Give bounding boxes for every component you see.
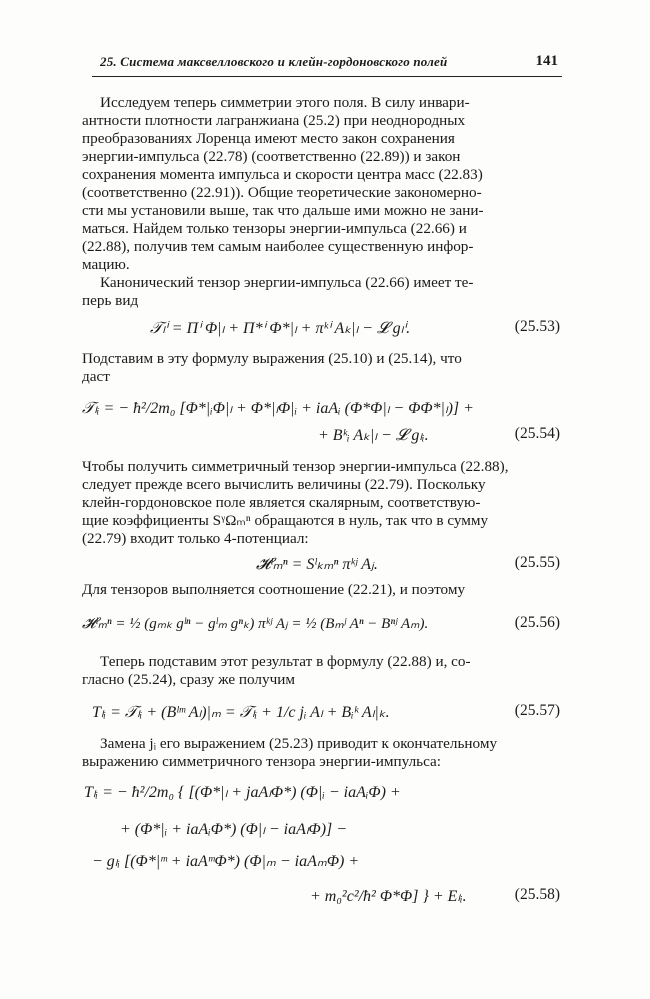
text-line: Чтобы получить симметричный тензор энергии-импульса (22.88),: [82, 458, 509, 475]
paragraph-symmetries: [82, 94, 560, 274]
equation-number: (25.55): [514, 554, 560, 571]
text-line: Для тензоров выполняется соотношение (22.21), и поэтому: [82, 581, 466, 598]
text-line: (22.88), получив тем самым наиболее существенную инфор-: [82, 238, 474, 255]
text-line: (22.79) входит только 4-потенциал:: [82, 530, 309, 547]
section-title: 25. Система максвелловского и клейн-гордоновского полей: [100, 54, 448, 69]
page-number: 141: [535, 53, 558, 69]
equation-number: (25.58): [514, 886, 560, 903]
text-line: клейн-гордоновское поле является скалярным, соответствую-: [82, 494, 481, 511]
text-line: (соответственно (22.91)). Общие теоретические закономерно-: [82, 184, 482, 201]
equation-number: (25.57): [514, 702, 560, 719]
text-line: Канонический тензор энергии-импульса (22.66) имеет те-: [100, 274, 474, 291]
equation-25-57: Tₗᵢ = 𝒯ₗᵢ + (Bˡᵐ Aₗ)|ₘ = 𝒯ₗᵢ + 1/c jᵢ Aₗ + Bᵢᵏ Aₗ|ₖ.: [92, 704, 390, 721]
equation-25-58-line2: + (Φ*|ᵢ + iaAᵢΦ*) (Φ|ₗ − iaAₗΦ)] −: [120, 821, 348, 838]
text-line: Подставим в эту формулу выражения (25.10) и (25.14), что: [82, 350, 462, 367]
equation-25-54-line1: 𝒯ₗᵢ = − ħ²/2m₀ [Φ*|ᵢΦ|ₗ + Φ*|ₗΦ|ᵢ + iaAᵢ (Φ*Φ|ₗ − ΦΦ*|ₗ)] +: [82, 400, 474, 417]
text-line: Замена jᵢ его выражением (25.23) приводит к окончательному: [100, 735, 498, 752]
equation-25-58-line3: − gₗᵢ [(Φ*|ᵐ + iaAᵐΦ*) (Φ|ₘ − iaAₘΦ) +: [92, 853, 360, 870]
text-line: следует прежде всего вычислить величины (22.79). Поскольку: [82, 476, 486, 493]
text-line: энергии-импульса (22.78) (соответственно (22.89)) и закон: [82, 148, 461, 165]
text-line: выражению симметричного тензора энергии-импульса:: [82, 753, 441, 770]
paragraph-relation: [82, 581, 560, 599]
text-line: даст: [82, 368, 110, 385]
equation-25-56: 𝓗ˡₘⁿ = ½ (gₘₖ gˡⁿ − gˡₘ gⁿₖ) πᵏʲ Aⱼ = ½ (Bₘʲ Aⁿ − Bⁿʲ Aₘ).: [82, 616, 429, 632]
equation-25-58-line4: + m₀²c²/ħ² Φ*Φ] } + Eₗᵢ.: [310, 888, 467, 905]
text-line: преобразованиях Лоренца имеют место закон сохранения: [82, 130, 455, 147]
text-line: щие коэффициенты SᵞΩₘⁿ обращаются в нуль, так что в сумму: [82, 512, 489, 529]
equation-number: (25.53): [514, 318, 560, 335]
paragraph-symmetric-tensor: [82, 458, 560, 548]
paragraph-canonical-tensor: [82, 274, 560, 310]
text-line: сохранения момента импульса и скорости центра масс (22.83): [82, 166, 483, 183]
text-line: перь вид: [82, 292, 139, 309]
equation-25-58-line1: Tₗᵢ = − ħ²/2m₀ { [(Φ*|ₗ + jaAₗΦ*) (Φ|ᵢ − iaAᵢΦ) +: [84, 784, 401, 801]
paragraph-substitute-result: [82, 653, 560, 689]
text-line: мацию.: [82, 256, 130, 273]
running-header: [92, 52, 562, 77]
text-line: антности плотности лагранжиана (25.2) при неоднородных: [82, 112, 466, 129]
paragraph-final-expression: [82, 735, 560, 771]
text-line: Теперь подставим этот результат в формулу (22.88) и, со-: [100, 653, 471, 670]
text-line: маться. Найдем только тензоры энергии-импульса (22.66) и: [82, 220, 467, 237]
equation-number: (25.56): [514, 614, 560, 631]
equation-number: (25.54): [514, 425, 560, 442]
text-line: Исследуем теперь симметрии этого поля. В силу инвари-: [100, 94, 470, 111]
text-line: гласно (25.24), сразу же получим: [82, 671, 295, 688]
paragraph-substitute: [82, 350, 560, 386]
text-line: сти мы установили выше, так что дальше ими можно не зани-: [82, 202, 484, 219]
equation-25-55: 𝓗ˡₘⁿ = Sˡₖₘⁿ πᵏʲ Aⱼ.: [256, 556, 378, 573]
equation-25-53: 𝒯ₗⁱ = Πⁱ Φ|ₗ + Π*ⁱ Φ*|ₗ + πᵏⁱ Aₖ|ₗ − 𝓛 gₗⁱ.: [150, 320, 411, 337]
equation-25-54-line2: + Bᵏᵢ Aₖ|ₗ − 𝓛 gₗᵢ.: [318, 427, 429, 444]
